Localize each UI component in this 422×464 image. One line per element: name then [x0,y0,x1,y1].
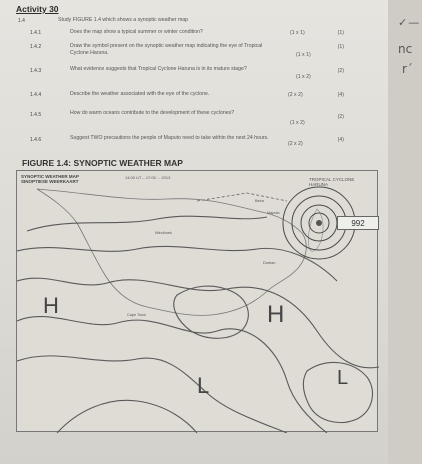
map-title [21,174,79,184]
front-line [197,193,287,201]
question-marks: (1 x 2) [290,120,305,126]
question-number: 1.4.1 [30,30,42,36]
question-marks: (2 x 2) [288,141,303,147]
question-number: 1.4.2 [30,44,42,50]
question-points: (2) [337,68,344,74]
section-intro: Study FIGURE 1.4 which shows a synoptic weather map [58,17,189,23]
question-points: (2) [337,114,344,120]
question-text: Suggest TWO precautions the people of Maputo need to take within the next 24 hours. [70,135,269,141]
question-text: Describe the weather associated with the eye of the cyclone. [70,91,210,97]
question-number: 1.4.5 [30,112,42,118]
map-date: 14:00 UT – 17:00 ... 2013 [125,175,171,180]
question-points: (4) [337,92,344,98]
question-marks: (1 x 1) [296,52,311,58]
place-label: Durban [263,261,276,265]
cyclone-label-line1: TROPICAL CYCLONE [309,177,355,182]
figure-title: FIGURE 1.4: SYNOPTIC WEATHER MAP [22,158,183,168]
cyclone-label [309,177,354,187]
question-text: How do warm oceans contribute to the development of these cyclones? [70,110,235,116]
place-label: Cape Town [127,313,146,317]
isobar [57,400,197,433]
question-text: Draw the symbol present on the synoptic weather map indicating the eye of Tropical Cyclone Haruna. [70,43,263,56]
question-number: 1.4.6 [30,137,42,143]
pressure-value-box: 992 [337,216,379,230]
question-number: 1.4.3 [30,68,42,74]
isobar [17,317,327,433]
isobar [17,356,287,433]
cyclone-label-line2: HARUNA [309,182,329,187]
high-pressure-symbol: H [43,293,59,318]
high-pressure-symbol: H [267,301,285,328]
margin-mark: ✓— [398,16,421,29]
question-points: (4) [337,137,344,143]
madagascar-coast [308,209,323,251]
question-number: 1.4.4 [30,92,42,98]
cyclone-eye-icon [316,220,322,226]
map-title-line1: SYNOPTIC WEATHER MAP [21,174,79,179]
low-pressure-symbol: L [197,373,210,398]
activity-title: Activity 30 [16,4,59,14]
isobar [17,278,379,368]
place-label: Maputo [267,211,280,215]
place-label: Windhoek [155,231,172,235]
question-points: (1) [337,44,344,50]
place-label: Beira [255,199,264,203]
margin-mark: r´ [402,62,413,76]
synoptic-weather-map [16,170,378,432]
question-marks: (1 x 2) [296,74,311,80]
low-pressure-symbol: L [337,367,349,389]
question-points: (1) [337,30,344,36]
question-marks: (2 x 2) [288,92,303,98]
isobar [27,216,267,231]
map-title-line2: SINOPTIESE WEERKAART [21,179,79,184]
question-text: Does the map show a typical summer or winter condition? [70,29,203,35]
question-marks: (1 x 1) [290,30,305,36]
section-number: 1.4 [18,18,25,24]
margin-mark: nc [398,42,413,56]
question-text: What evidence suggests that Tropical Cyclone Haruna is in its mature stage? [70,66,247,72]
coastline [37,189,306,315]
